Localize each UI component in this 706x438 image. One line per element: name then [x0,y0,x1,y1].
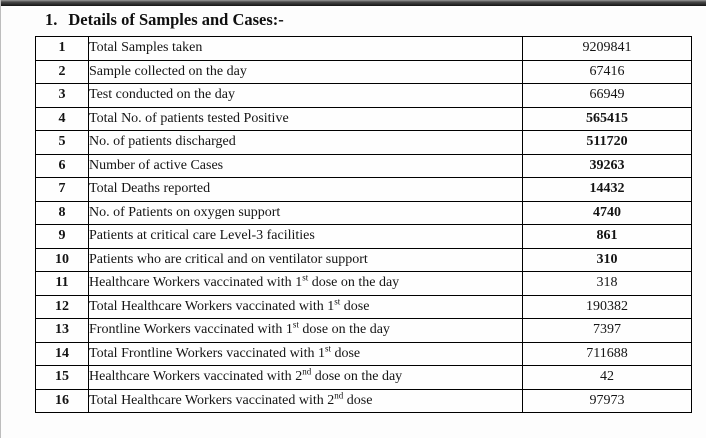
row-description-text: Total No. of patients tested Positive [89,110,289,126]
table-row [36,84,692,108]
section-title-text: Details of Samples and Cases:- [68,10,284,29]
samples-cases-table [35,36,692,413]
row-number-cell: 2 [36,60,89,84]
row-value-cell: 861 [523,225,692,249]
row-description-text: Patients at critical care Level-3 facilities [89,228,315,244]
row-ordinal-base: 1 [295,275,303,291]
row-value-cell: 711688 [523,342,692,366]
row-description-text: Total Healthcare Workers vaccinated with [89,392,328,408]
row-description-text: Total Frontline Workers vaccinated with [89,345,318,361]
row-value-cell: 42 [523,366,692,390]
row-value-cell: 9209841 [523,37,692,61]
table-row [36,342,692,366]
row-description-text: Patients who are critical and on ventilator support [89,251,368,267]
table-row [36,272,692,296]
row-description-tail: dose [330,345,361,361]
row-description-cell [89,225,523,249]
row-description-text: Number of active Cases [89,157,224,173]
row-number-cell: 14 [36,342,89,366]
row-description-cell [89,131,523,155]
row-value-cell: 7397 [523,319,692,343]
row-number-cell: 1 [36,37,89,61]
row-description-tail: dose [340,298,370,314]
row-ordinal-suffix: nd [334,390,344,401]
row-description-text: No. of Patients on oxygen support [89,204,281,220]
table-row [36,225,692,249]
table-row [36,107,692,131]
row-ordinal-suffix: st [292,319,299,330]
row-value-cell: 190382 [523,295,692,319]
table-row [36,60,692,84]
section-number: 1. [45,10,58,29]
table-row [36,154,692,178]
table-row [36,389,692,413]
row-description-tail: dose on the day [298,322,390,338]
row-description-cell [89,389,523,413]
row-description-text: Healthcare Workers vaccinated with [89,369,296,385]
row-description-text: No. of patients discharged [89,134,236,150]
row-description-cell [89,366,523,390]
page-left-edge [0,0,1,438]
row-ordinal-base: 1 [327,298,335,314]
row-description-cell [89,37,523,61]
row-number-cell: 15 [36,366,89,390]
table-row [36,201,692,225]
table-row [36,248,692,272]
row-number-cell: 11 [36,272,89,296]
row-number-cell: 5 [36,131,89,155]
row-number-cell: 10 [36,248,89,272]
row-number-cell: 4 [36,107,89,131]
row-description-cell [89,272,523,296]
row-ordinal-base: 2 [295,369,303,385]
table-row [36,319,692,343]
row-description-text: Total Samples taken [89,40,203,56]
table-row [36,295,692,319]
table-body [36,37,692,413]
row-description-cell [89,201,523,225]
table-row [36,131,692,155]
row-number-cell: 12 [36,295,89,319]
row-number-cell: 16 [36,389,89,413]
row-description-cell [89,295,523,319]
row-description-text: Test conducted on the day [89,87,235,103]
row-ordinal-suffix: st [302,272,309,283]
row-description-tail: dose on the day [311,369,403,385]
row-value-cell: 310 [523,248,692,272]
row-ordinal-base: 1 [285,322,293,338]
table-row [36,366,692,390]
table-row [36,37,692,61]
row-description-cell [89,154,523,178]
row-number-cell: 7 [36,178,89,202]
row-ordinal-suffix: st [334,296,341,307]
row-number-cell: 3 [36,84,89,108]
row-number-cell: 9 [36,225,89,249]
row-description-text: Total Deaths reported [89,181,211,197]
row-value-cell: 67416 [523,60,692,84]
section-title [45,10,284,30]
row-number-cell: 8 [36,201,89,225]
row-value-cell: 14432 [523,178,692,202]
row-value-cell: 39263 [523,154,692,178]
row-description-text: Sample collected on the day [89,63,247,79]
row-value-cell: 97973 [523,389,692,413]
row-ordinal-suffix: st [324,343,331,354]
row-value-cell: 4740 [523,201,692,225]
row-ordinal-base: 2 [327,392,335,408]
row-description-cell [89,107,523,131]
row-number-cell: 6 [36,154,89,178]
row-description-cell [89,84,523,108]
row-description-text: Healthcare Workers vaccinated with [89,275,296,291]
row-description-tail: dose on the day [308,275,400,291]
row-value-cell: 66949 [523,84,692,108]
row-value-cell: 511720 [523,131,692,155]
row-value-cell: 565415 [523,107,692,131]
row-description-cell [89,178,523,202]
window-top-bar [0,0,706,6]
row-description-text: Total Healthcare Workers vaccinated with [89,298,328,314]
row-ordinal-suffix: nd [302,366,312,377]
row-number-cell: 13 [36,319,89,343]
row-description-cell [89,319,523,343]
row-description-cell [89,60,523,84]
table-row [36,178,692,202]
row-description-cell [89,248,523,272]
row-value-cell: 318 [523,272,692,296]
row-ordinal-base: 1 [317,345,325,361]
row-description-tail: dose [343,392,373,408]
row-description-cell [89,342,523,366]
row-description-text: Frontline Workers vaccinated with [89,322,286,338]
